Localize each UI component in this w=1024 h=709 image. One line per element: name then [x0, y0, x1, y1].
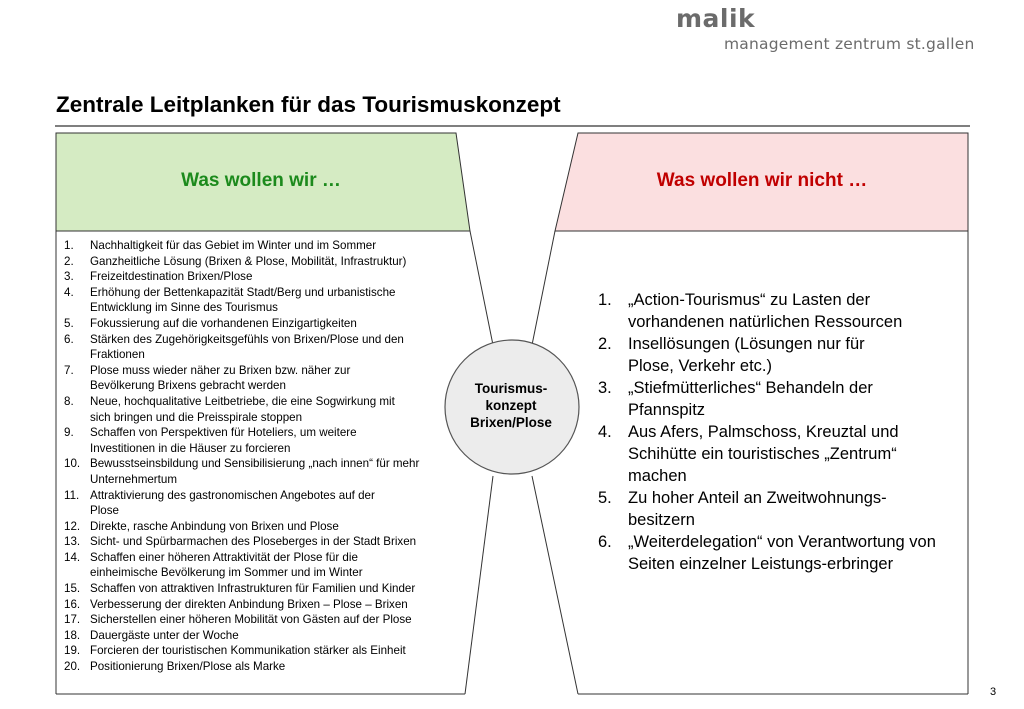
right-nogoals-list	[598, 289, 958, 575]
right-panel-left-upper	[532, 231, 555, 345]
page-number: 3	[990, 686, 997, 698]
list-item: 10. Bewusstseinsbildung und Sensibilisierung „nach innen“ für mehr Unternehmertum	[64, 457, 420, 486]
list-item: 11. Attraktivierung des gastronomischen Angebotes auf der Plose	[64, 488, 375, 518]
left-heading: Was wollen wir …	[181, 170, 341, 191]
list-item: 13. Sicht- und Spürbarmachen des Ploseberges in der Stadt Brixen	[64, 535, 417, 549]
list-item: 3. „Stiefmütterliches“ Behandeln der Pfannspitz	[598, 379, 873, 419]
right-panel-left-lower	[532, 476, 578, 694]
list-item: 9. Schaffen von Perspektiven für Hoteliers, um weitere Investitionen in die Häuser zu forcieren	[64, 426, 357, 455]
center-label: Tourismus- konzept Brixen/Plose	[470, 381, 552, 430]
left-goals-list	[60, 238, 480, 675]
list-item: 5. Fokussierung auf die vorhandenen Einzigartigkeiten	[64, 316, 357, 330]
logo-subtitle: management zentrum st.gallen	[724, 35, 975, 53]
list-item: 20. Positionierung Brixen/Plose als Marke	[64, 660, 286, 674]
list-item: 14. Schaffen einer höheren Attraktivität der Plose für die einheimische Bevölkerung im Sommer und im Winter	[64, 550, 363, 580]
list-item: 19. Forcieren der touristischen Kommunikation stärker als Einheit	[64, 644, 406, 658]
list-item: 17. Sicherstellen einer höheren Mobilität von Gästen auf der Plose	[64, 613, 412, 627]
list-item: 3. Freizeitdestination Brixen/Plose	[64, 270, 253, 284]
list-item: 8. Neue, hochqualitative Leitbetriebe, die eine Sogwirkung mit sich bringen und die Preisspirale stoppen	[64, 394, 395, 424]
list-item: 5. Zu hoher Anteil an Zweitwohnungs-besitzern	[598, 489, 887, 529]
list-item: 16. Verbesserung der direkten Anbindung Brixen – Plose – Brixen	[64, 597, 408, 611]
right-heading: Was wollen wir nicht …	[656, 170, 868, 191]
list-item: 4. Aus Afers, Palmschoss, Kreuztal und Schihütte ein touristisches „Zentrum“ machen	[598, 423, 899, 485]
list-item: 6. Stärken des Zugehörigkeitsgefühls von Brixen/Plose und den Fraktionen	[64, 332, 404, 362]
list-item: 7. Plose muss wieder näher zu Brixen bzw. näher zur Bevölkerung Brixens gebracht werden	[64, 363, 351, 393]
list-item: 15. Schaffen von attraktiven Infrastrukturen für Familien und Kinder	[64, 582, 416, 596]
list-item: 4. Erhöhung der Bettenkapazität Stadt/Berg und urbanistische Entwicklung im Sinne des Tourismus	[64, 285, 396, 315]
list-item: 2. Ganzheitliche Lösung (Brixen & Plose, Mobilität, Infrastruktur)	[64, 254, 407, 268]
list-item: 1. „Action-Tourismus“ zu Lasten der vorhandenen natürlichen Ressourcen	[598, 291, 903, 331]
page-title: Zentrale Leitplanken für das Tourismuskonzept	[56, 92, 561, 117]
list-item: 12. Direkte, rasche Anbindung von Brixen und Plose	[64, 519, 339, 533]
list-item: 18. Dauergäste unter der Woche	[64, 628, 239, 642]
list-item: 2. Insellösungen (Lösungen nur für Plose, Verkehr etc.)	[598, 335, 865, 375]
list-item: 1. Nachhaltigkeit für das Gebiet im Winter und im Sommer	[64, 239, 377, 252]
logo-brand: malik	[676, 4, 756, 33]
list-item: 6. „Weiterdelegation“ von Verantwortung von Seiten einzelner Leistungs-erbringer	[598, 533, 936, 573]
